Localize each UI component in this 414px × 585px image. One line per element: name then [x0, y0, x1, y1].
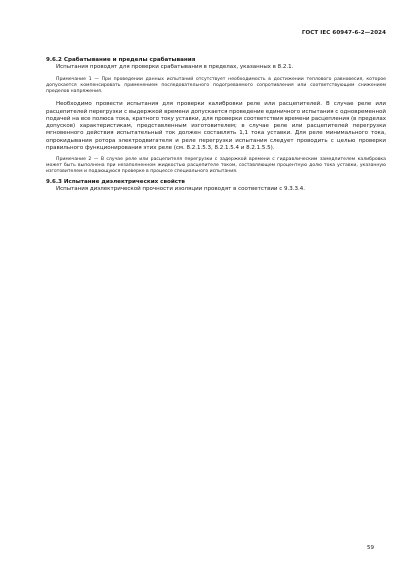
- calibration-paragraph: Необходимо провести испытания для проверки калибровки реле или расцепителей. В случае реле или расцепителей перегрузки с выдержкой времени допускается проведение единичного испытания с одновременной подачей на все полюса тока, кратного току уставки, для проверки соответствия времени расцепления (в пределах допусков) характеристикам, представленным изготовителем; в случае реле или расцепителей перегрузки мгновенного действия испытательный ток должен составлять 1,1 тока уставки. Для реле минимального тока, опрокидывания ротора электродвигателя и реле перегрузки испытания следует проводить с целью проверки правильного функционирования этих реле (см. 8.2.1.5.3, 8.2.1.5.4 и 8.2.1.5.5).: [46, 101, 386, 151]
- section-heading-9-6-3: 9.6.3 Испытание диэлектрических свойств: [46, 179, 185, 186]
- section-heading-9-6-2: 9.6.2 Срабатывание и пределы срабатывания: [46, 57, 196, 63]
- section-text-9-6-3: Испытания диэлектрической прочности изоляции проводят в соответствии с 9.3.3.4.: [56, 186, 306, 193]
- section-intro-9-6-2: Испытания проводят для проверки срабатывания в пределах, указанных в 8.2.1.: [56, 64, 294, 70]
- note-2: Примечание 2 — В случае реле или расцепителя перегрузки с задержкой времени с гидравлическим замедлителем калибровка может быть выполнена при незаполненном жидкостью расцепителе током, составляющем процентную долю тока уставки, указанную изготовителем и подающуюся проверке в процессе специального испытания.: [46, 156, 386, 175]
- page-number: 59: [367, 545, 374, 551]
- page-content: [46, 57, 386, 193]
- standard-number: ГОСТ IEC 60947-6-2—2024: [301, 30, 386, 36]
- note-1: Примечание 1 — При проведении данных испытаний отсутствует необходимость в достижении теплового равновесия, которое допускается компенсировать применением последовательного подогреваемого сопротивления или соответствующим снижением пределов напряжения.: [46, 77, 386, 95]
